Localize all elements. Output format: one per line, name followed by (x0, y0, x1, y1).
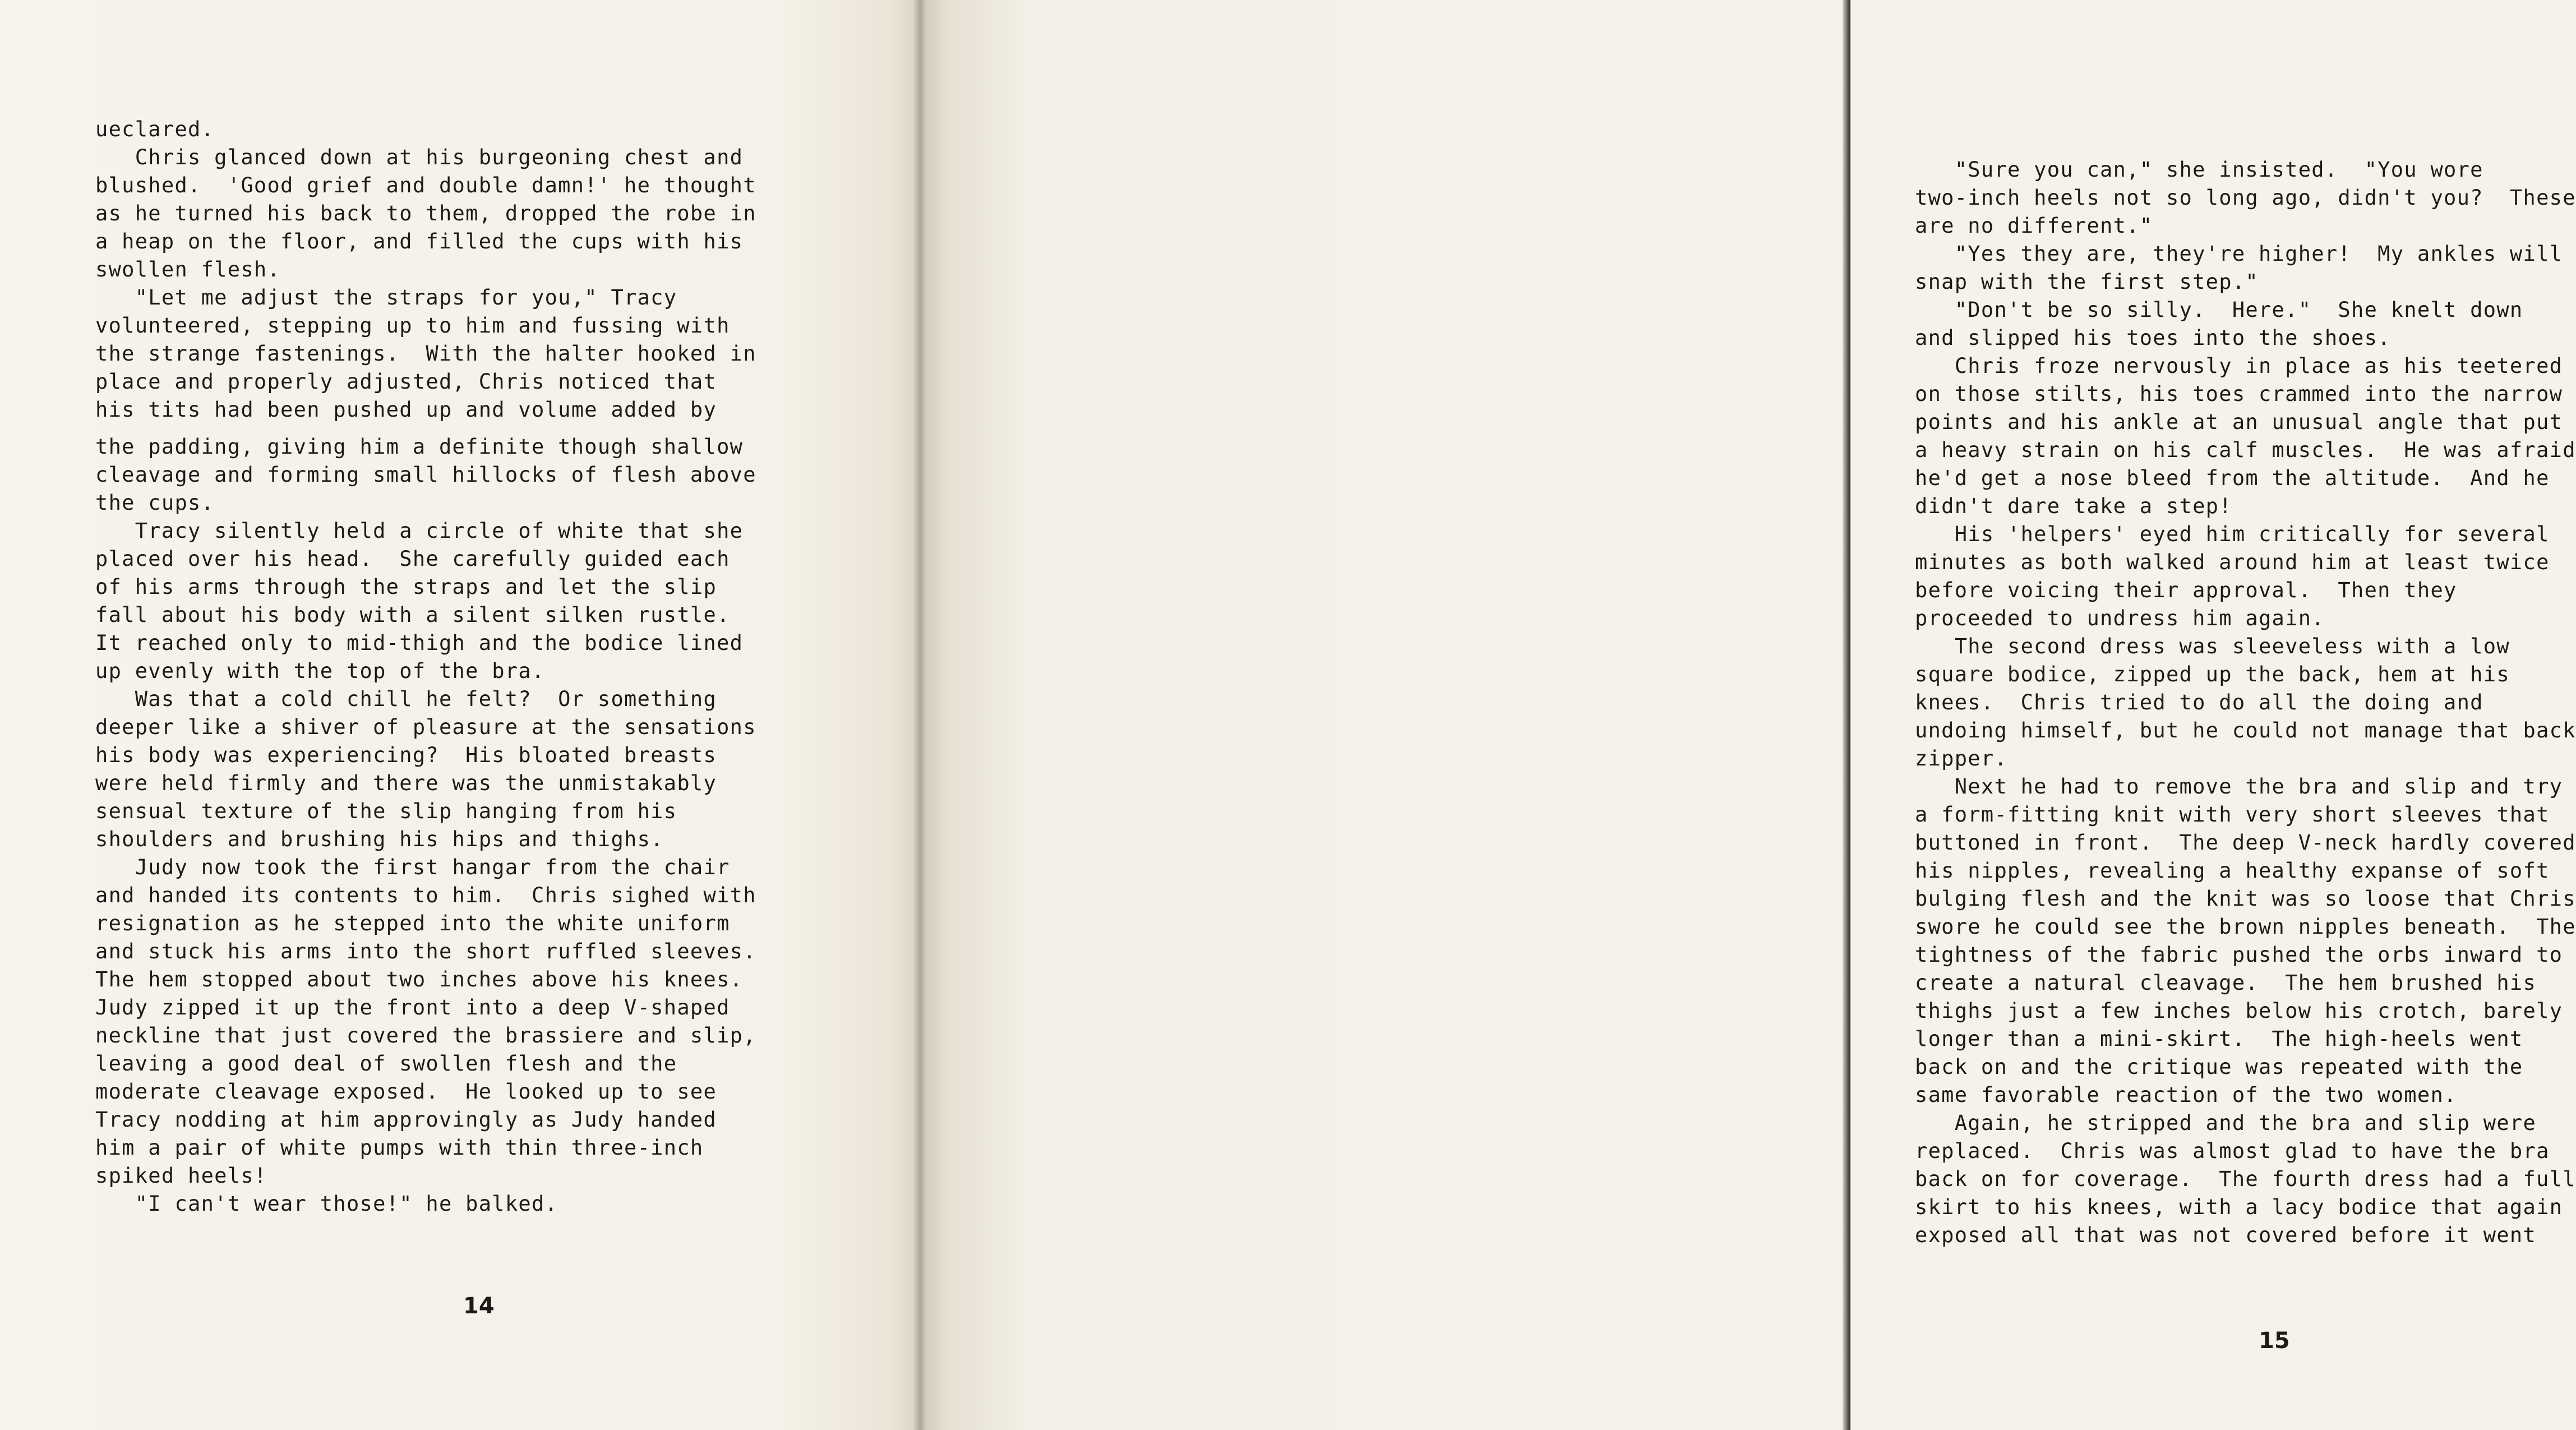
text-line: his nipples, revealing a healthy expanse of soft (1915, 859, 2550, 883)
text-line: zipper. (1915, 746, 2008, 771)
text-line: replaced. Chris was almost glad to have the bra (1915, 1139, 2550, 1163)
text-line: of his arms through the straps and let the slip (95, 575, 717, 599)
text-line: place and properly adjusted, Chris noticed that (95, 370, 717, 394)
text-line: longer than a mini-skirt. The high-heels went (1915, 1027, 2523, 1051)
text-line: exposed all that was not covered before it went (1915, 1223, 2537, 1247)
text-line: tightness of the fabric pushed the orbs inward to (1915, 943, 2563, 967)
text-line: Chris froze nervously in place as his teetered (1915, 354, 2563, 378)
text-line: "Sure you can," she insisted. "You wore (1915, 158, 2483, 182)
text-line: snap with the first step." (1915, 270, 2259, 294)
text-line: neckline that just covered the brassiere and slip, (95, 1023, 756, 1048)
right-page-text (1915, 156, 2576, 1249)
text-line: It reached only to mid-thigh and the bodice lined (95, 631, 744, 655)
left-page-number: 14 (463, 1293, 495, 1319)
text-line: points and his ankle at an unusual angle that put (1915, 410, 2563, 434)
text-line: him a pair of white pumps with thin three-inch (95, 1136, 704, 1160)
text-line: his body was experiencing? His bloated breasts (95, 743, 717, 767)
text-line: as he turned his back to them, dropped the robe in (95, 201, 756, 225)
text-line: he'd get a nose bleed from the altitude. And he (1915, 466, 2550, 490)
text-line: leaving a good deal of swollen flesh and the (95, 1051, 677, 1076)
text-line: The second dress was sleeveless with a low (1915, 634, 2510, 658)
text-line: and slipped his toes into the shoes. (1915, 326, 2391, 350)
text-line: sensual texture of the slip hanging from his (95, 799, 677, 823)
text-line: knees. Chris tried to do all the doing and (1915, 690, 2483, 714)
text-line: his tits had been pushed up and volume added by (95, 398, 717, 422)
text-line: Judy now took the first hangar from the chair (95, 855, 730, 879)
text-line: Chris glanced down at his burgeoning chest and (95, 145, 744, 169)
text-line: moderate cleavage exposed. He looked up to see (95, 1080, 717, 1104)
text-line: a form-fitting knit with very short sleeves that (1915, 802, 2550, 827)
text-line: are no different." (1915, 214, 2153, 238)
text-line: up evenly with the top of the bra. (95, 659, 545, 683)
text-line: a heap on the floor, and filled the cups with his (95, 229, 744, 253)
text-line: resignation as he stepped into the white uniform (95, 911, 730, 935)
text-line: proceeded to undress him again. (1915, 606, 2325, 630)
text-line: create a natural cleavage. The hem brushed his (1915, 971, 2537, 995)
text-line: buttoned in front. The deep V-neck hardly covered (1915, 831, 2576, 855)
text-line: "Yes they are, they're higher! My ankles will (1915, 242, 2563, 266)
text-line: square bodice, zipped up the back, hem at his (1915, 662, 2510, 686)
text-line: Was that a cold chill he felt? Or something (95, 687, 717, 711)
text-line: back on and the critique was repeated with the (1915, 1055, 2523, 1079)
text-line: Tracy nodding at him approvingly as Judy handed (95, 1108, 717, 1132)
text-line: "I can't wear those!" he balked. (95, 1192, 558, 1216)
text-line: The hem stopped about two inches above his knees. (95, 967, 744, 991)
text-line: bulging flesh and the knit was so loose that Chris (1915, 887, 2576, 911)
right-page (920, 0, 2576, 1430)
text-line: "Don't be so silly. Here." She knelt down (1915, 298, 2523, 322)
text-line: same favorable reaction of the two women. (1915, 1083, 2457, 1107)
text-line: Again, he stripped and the bra and slip were (1915, 1111, 2537, 1135)
text-line: Next he had to remove the bra and slip and try (1915, 774, 2563, 799)
text-line: were held firmly and there was the unmistakably (95, 771, 717, 795)
text-line: blushed. 'Good grief and double damn!' he thought (95, 173, 756, 197)
page-edge-shadow (1843, 0, 1850, 1430)
text-line: the padding, giving him a definite though shallow (95, 435, 744, 459)
text-line: Judy zipped it up the front into a deep V-shaped (95, 995, 730, 1020)
text-line: and handed its contents to him. Chris sighed with (95, 883, 756, 907)
text-line: placed over his head. She carefully guided each (95, 547, 730, 571)
text-line: thighs just a few inches below his crotch, barely (1915, 999, 2563, 1023)
text-line: "Let me adjust the straps for you," Tracy (95, 285, 677, 310)
text-line: swore he could see the brown nipples beneath. The (1915, 915, 2576, 939)
text-line: spiked heels! (95, 1164, 267, 1188)
text-line: minutes as both walked around him at least twice (1915, 550, 2550, 574)
text-line: Tracy silently held a circle of white that she (95, 519, 744, 543)
text-line: two-inch heels not so long ago, didn't you? These (1915, 186, 2576, 210)
text-line: before voicing their approval. Then they (1915, 578, 2457, 602)
left-page (0, 0, 920, 1430)
text-line: a heavy strain on his calf muscles. He was afraid (1915, 438, 2576, 462)
text-line: the strange fastenings. With the halter hooked in (95, 342, 756, 366)
text-line: ueclared. (95, 117, 215, 141)
text-line: His 'helpers' eyed him critically for several (1915, 522, 2550, 546)
text-line: didn't dare take a step! (1915, 494, 2232, 518)
text-line: and stuck his arms into the short ruffled sleeves. (95, 939, 756, 963)
book-gutter (913, 0, 926, 1430)
text-line: swollen flesh. (95, 257, 281, 282)
text-line: the cups. (95, 491, 215, 515)
text-line: skirt to his knees, with a lacy bodice that again (1915, 1195, 2563, 1219)
text-line: cleavage and forming small hillocks of flesh above (95, 463, 756, 487)
text-line: undoing himself, but he could not manage that back (1915, 718, 2576, 742)
text-line: back on for coverage. The fourth dress had a full (1915, 1167, 2576, 1191)
text-line: volunteered, stepping up to him and fussing with (95, 313, 730, 338)
text-line: shoulders and brushing his hips and thighs. (95, 827, 664, 851)
right-page-number: 15 (2259, 1328, 2290, 1354)
text-line: on those stilts, his toes crammed into the narrow (1915, 382, 2563, 406)
text-line: deeper like a shiver of pleasure at the sensations (95, 715, 756, 739)
left-page-text (95, 116, 756, 1218)
text-line: fall about his body with a silent silken rustle. (95, 603, 730, 627)
